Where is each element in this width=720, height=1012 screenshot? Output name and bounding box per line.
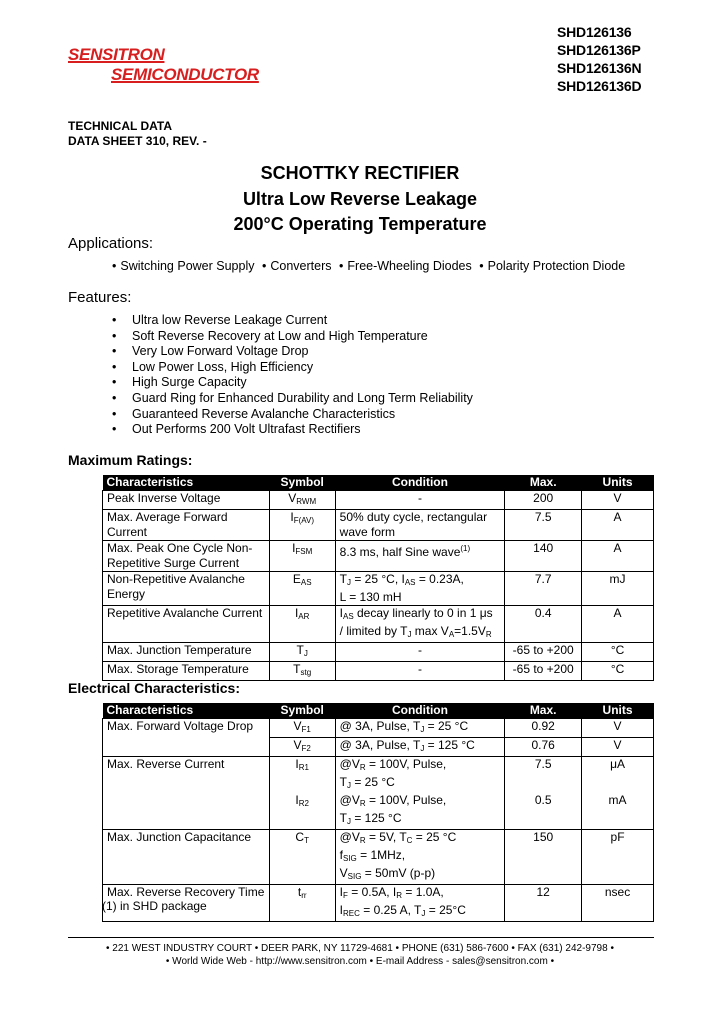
cell-characteristic: Max. Junction Temperature [103,643,270,662]
cell-unit: mJ [582,572,654,606]
table-row [103,510,654,541]
cell-unit: μA [582,757,654,794]
column-header: Units [582,475,654,491]
cell-characteristic: Repetitive Avalanche Current [103,606,270,643]
list-item [112,422,473,438]
table-row [103,662,654,681]
cell-max: 140 [505,541,582,572]
footer-contact: • World Wide Web - http://www.sensitron.com • E-mail Address - sales@sensitron.com • [165,956,555,967]
list-item [112,375,473,391]
column-header: Max. [505,703,582,719]
cell-condition: $T_J = 25$ °C, $I_{AS} = 0.23A$, L = 130 mH [335,572,505,606]
bullet-icon: • [261,259,267,273]
column-header: Characteristics [103,703,270,719]
cell-characteristic: Non-Repetitive Avalanche Energy [103,572,270,606]
cell-characteristic: Max. Junction Capacitance [103,830,270,885]
table-row [103,830,654,885]
cell-symbol: $T_J$ [269,643,335,662]
cell-max: 7.5 [505,757,582,794]
cell-max: 0.92 [505,719,582,738]
feature-text: Guard Ring for Enhanced Durability and Long Term Reliability [132,390,473,405]
cell-unit: A [582,510,654,541]
list-item [112,407,473,423]
technical-data-line: TECHNICAL DATA [68,119,172,133]
cell-symbol: $V_{RWM}$ [269,491,335,510]
cell-characteristic: Peak Inverse Voltage [103,491,270,510]
divider [68,937,654,938]
max-ratings-heading: Maximum Ratings: [68,452,193,468]
column-header: Symbol [269,703,335,719]
applications-heading: Applications: [68,235,154,252]
feature-text: High Surge Capacity [132,375,247,390]
cell-condition: $@V_R = 100V$, Pulse, $T_J = 125$ °C [335,793,505,830]
cell-characteristic: Max. Average Forward Current [103,510,270,541]
feature-text: Out Performs 200 Volt Ultrafast Rectifiers [132,422,361,437]
application-item: Polarity Protection Diode [487,259,626,273]
cell-characteristic: Max. Reverse Current [103,757,270,830]
cell-symbol: $V_{F1}$ [269,719,335,738]
cell-symbol: $t_{rr}$ [269,885,335,922]
cell-characteristic: Max. Storage Temperature [103,662,270,681]
cell-max: -65 to +200 [505,643,582,662]
part-number: SHD126136 [557,24,632,40]
footer-address: • 221 WEST INDUSTRY COURT • DEER PARK, NY 11729-4681 • PHONE (631) 586-7600 • FAX (631) 242-9798 • [106,943,614,954]
column-header: Max. [505,475,582,491]
table-row [103,757,654,794]
cell-unit: V [582,719,654,738]
cell-symbol: $V_{F2}$ [269,738,335,757]
bullet-icon: • [112,375,117,390]
part-number: SHD126136D [557,78,642,94]
cell-condition: $I_F = 0.5A$, $I_R = 1.0A$, $I_{REC} = 0.25$ A, $T_J = 25^\circ C$ [335,885,505,922]
cell-symbol: $C_T$ [269,830,335,885]
datasheet-rev-line: DATA SHEET 310, REV. - [68,134,207,148]
page-subtitle: Ultra Low Reverse Leakage [242,189,478,209]
company-logo [68,45,259,85]
bullet-icon: • [479,259,484,273]
application-item: Switching Power Supply [120,259,255,273]
cell-characteristic: Max. Forward Voltage Drop [103,719,270,757]
cell-symbol: $T_{stg}$ [269,662,335,681]
logo-line1: SENSITRON [68,45,165,64]
cell-symbol: $I_{FSM}$ [269,541,335,572]
cell-max: 7.5 [505,510,582,541]
bullet-icon: • [112,406,117,421]
column-header: Symbol [269,475,335,491]
cell-condition: 8.3 ms, half Sine wave$^{(1)}$ [335,541,505,572]
cell-max: 0.4 [505,606,582,643]
cell-characteristic: Max. Reverse Recovery Time [103,885,270,922]
bullet-icon: • [112,390,117,405]
cell-unit: V [582,738,654,757]
cell-unit: A [582,606,654,643]
column-header: Condition [335,475,505,491]
bullet-icon: • [112,359,117,374]
list-item [112,391,473,407]
table-row [103,541,654,572]
list-item [112,313,473,329]
cell-max: 0.5 [505,793,582,830]
bullet-icon: • [339,259,344,273]
technical-data-block [68,119,207,149]
page-title: SCHOTTKY RECTIFIER [260,163,460,183]
feature-text: Low Power Loss, High Efficiency [132,359,314,374]
cell-condition: @ 3A, Pulse, $T_J = 25$ °C [335,719,505,738]
cell-unit: °C [582,643,654,662]
column-header: Condition [335,703,505,719]
cell-condition: - [335,491,505,510]
cell-max: 7.7 [505,572,582,606]
cell-symbol: $I_{R2}$ [269,793,335,830]
list-item [112,344,473,360]
cell-condition: 50% duty cycle, rectangular wave form [335,510,505,541]
cell-max: 12 [505,885,582,922]
table-header-row [103,703,654,719]
cell-symbol: $I_{R1}$ [269,757,335,794]
features-heading: Features: [68,289,132,306]
table-row [103,491,654,510]
table-row [103,572,654,606]
cell-condition: - [335,643,505,662]
applications-list [108,259,625,273]
column-header: Units [582,703,654,719]
cell-condition: $@V_R = 100V$, Pulse, $T_J = 25$ °C [335,757,505,794]
part-number: SHD126136N [557,60,642,76]
list-item [112,360,473,376]
table-header-row [103,475,654,491]
footnote: (1) in SHD package [102,899,207,913]
application-item: Converters [270,259,332,273]
part-numbers [557,23,641,95]
cell-condition: @ 3A, Pulse, $T_J = 125$ °C [335,738,505,757]
bullet-icon: • [112,422,117,437]
cell-max: -65 to +200 [505,662,582,681]
cell-max: 150 [505,830,582,885]
cell-characteristic: Max. Peak One Cycle Non-Repetitive Surge Current [103,541,270,572]
cell-max: 0.76 [505,738,582,757]
bullet-icon: • [112,328,117,343]
cell-unit: pF [582,830,654,885]
feature-text: Ultra low Reverse Leakage Current [132,313,328,327]
cell-max: 200 [505,491,582,510]
table-row [103,719,654,738]
table-row [103,643,654,662]
logo-line2: SEMICONDUCTOR [111,65,259,84]
cell-unit: V [582,491,654,510]
cell-symbol: $I_{AR}$ [269,606,335,643]
electrical-heading: Electrical Characteristics: [68,680,240,696]
cell-unit: A [582,541,654,572]
max-ratings-table [102,475,654,681]
feature-text: Very Low Forward Voltage Drop [132,344,309,359]
feature-text: Guaranteed Reverse Avalanche Characteristics [132,406,396,421]
cell-condition: - [335,662,505,681]
cell-unit: nsec [582,885,654,922]
list-item [112,329,473,345]
cell-symbol: $I_{F(AV)}$ [269,510,335,541]
cell-condition: $I_{AS}$ decay linearly to 0 in 1 μs / limited by $T_J$ $\max V_A=1.5V_R$ [335,606,505,643]
features-list [112,313,473,438]
cell-symbol: $E_{AS}$ [269,572,335,606]
cell-unit: mA [582,793,654,830]
cell-condition: $@V_R = 5V$, $T_C = 25$ °C $f_{SIG} = 1MHz$, $V_{SIG} = 50mV$ (p-p) [335,830,505,885]
page-subtitle-2: 200°C Operating Temperature [233,214,487,234]
bullet-icon: • [112,259,117,273]
column-header: Characteristics [103,475,270,491]
electrical-table [102,703,654,922]
part-number: SHD126136P [557,42,641,58]
feature-text: Soft Reverse Recovery at Low and High Temperature [132,328,428,343]
bullet-icon: • [112,313,117,327]
bullet-icon: • [112,344,117,359]
cell-unit: °C [582,662,654,681]
table-row [103,606,654,643]
application-item: Free-Wheeling Diodes [347,259,472,273]
